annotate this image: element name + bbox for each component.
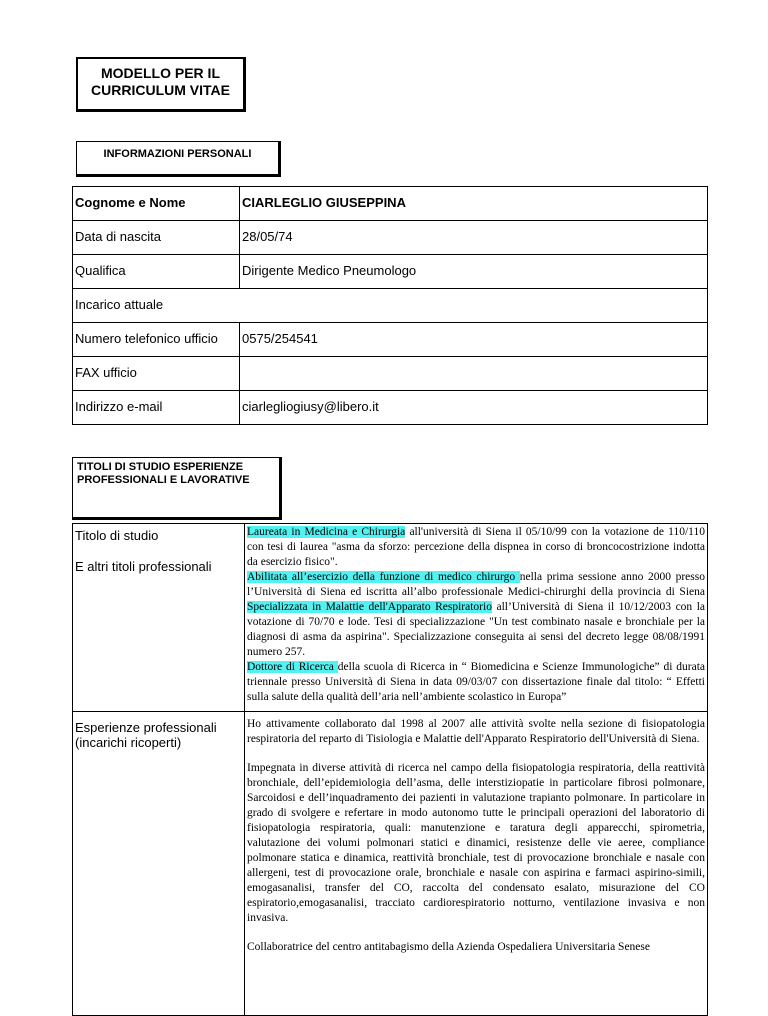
table-row [73, 323, 708, 357]
value-birthdate: 28/05/74 [240, 221, 708, 255]
table-row [73, 357, 708, 391]
experience-paragraph-2: Impegnata in diverse attività di ricerca nel campo della fisiopatologia respiratoria, della reattività bronchiale, dell’epidemiologia dell’asma, delle interstiziopatie in particolare fibrosi polmonare, Sarcoidosi e dell’inquadramento dei pazienti in valutazione trapianto polmonare. In particolare in grado di svolgere e refertare in modo autonomo tutte le principali operazioni del laboratorio di fisiopatologia respiratoria, quali: manutenzione e taratura degli apparecchi, spirometria, valutazione dei volumi polmonari statici e dinamici, resistenze delle vie aeree, compliance polmonare statica e dinamica, reattività bronchiale, test di provocazione bronchiale e nasale con allergeni, test di provocazione orale, bronchiale e nasale con aspirina e farmaci aspirino-simili, emogasanalisi, transfer del CO, raccolta del condensato esalato, misurazione del CO espiratorio,emogasanalisi, tracciato cardiorespiratorio notturno, ventilazione invasiva e non invasiva. [247, 762, 705, 924]
table-row [73, 289, 708, 323]
label-fax: FAX ufficio [73, 357, 240, 391]
highlight-specializzazione: Specializzata in Malattie dell'Apparato Respiratorio [247, 601, 492, 613]
label-name: Cognome e Nome [73, 187, 240, 221]
label-esperienze: Esperienze professionali (incarichi ricoperti) [73, 712, 245, 1016]
label-incarico: Incarico attuale [73, 289, 708, 323]
highlight-abilitazione: Abilitata all’esercizio della funzione di medico chirurgo [247, 571, 520, 583]
study-text-1: all'università di Siena il 05/10/99 con la votazione de 110/110 con tesi di laurea "asma da sforzo: percezione della dispnea in corso di broncocostrizione indotta da esercizio fisico". [247, 526, 705, 568]
study-text-cell [245, 524, 708, 712]
label-titolo-studio: Titolo di studio [75, 528, 159, 543]
label-birthdate: Data di nascita [73, 221, 240, 255]
title-line-2: CURRICULUM VITAE [91, 82, 230, 98]
section-personal-info: INFORMAZIONI PERSONALI [76, 141, 281, 177]
section-titoli: TITOLI DI STUDIO ESPERIENZE PROFESSIONALI E LAVORATIVE [72, 457, 282, 520]
experience-paragraph-1: Ho attivamente collaborato dal 1998 al 2007 alle attività svolte nella sezione di fisiopatologia respiratoria del reparto di Tisiologia e Malattie dell'Apparato Respiratorio dell'Università di Siena. [247, 718, 705, 745]
value-qualifica: Dirigente Medico Pneumologo [240, 255, 708, 289]
study-text-3: all’Università di Siena il 10/12/2003 con la votazione di 70/70 e lode. Tesi di specializzazione "Un test combinato nasale e bronchiale per la diagnosi di asma da aspirina". Specializzazione conseguita ai sensi del decreto legge 08/08/1991 numero 257. [247, 601, 705, 658]
value-fax [240, 357, 708, 391]
experience-paragraph-3: Collaboratrice del centro antitabagismo della Azienda Ospedaliera Universitaria Senese [247, 941, 650, 953]
titoli-table [72, 523, 708, 1016]
highlight-dottorato: Dottore di Ricerca [247, 661, 338, 673]
table-row [73, 391, 708, 425]
table-row [73, 524, 708, 712]
table-row [73, 712, 708, 1016]
table-row [73, 255, 708, 289]
study-text-2: nella prima sessione anno 2000 presso l’Università di Siena ed iscritta all’albo professionale Medici-chirurghi della provincia di Siena [247, 571, 705, 598]
experience-text-cell [245, 712, 708, 1016]
value-name: CIARLEGLIO GIUSEPPINA [240, 187, 708, 221]
highlight-laurea: Laureata in Medicina e Chirurgia [247, 526, 406, 538]
table-row [73, 221, 708, 255]
personal-info-table [72, 186, 708, 425]
label-phone: Numero telefonico ufficio [73, 323, 240, 357]
label-email: Indirizzo e-mail [73, 391, 240, 425]
title-line-1: MODELLO PER IL [101, 65, 220, 81]
label-qualifica: Qualifica [73, 255, 240, 289]
study-text-4: della scuola di Ricerca in “ Biomedicina e Scienze Immunologiche” di durata triennale presso Università di Siena in data 09/03/07 con dissertazione finale dal titolo: “ Effetti sulla salute della qualità dell’aria nell’ambiente scolastico in Europa” [247, 661, 706, 703]
study-label-cell [73, 524, 245, 712]
label-altri-titoli: E altri titoli professionali [75, 559, 212, 574]
value-phone: 0575/254541 [240, 323, 708, 357]
value-email: ciarlegliogiusy@libero.it [240, 391, 708, 425]
table-row [73, 187, 708, 221]
document-title [76, 57, 246, 112]
